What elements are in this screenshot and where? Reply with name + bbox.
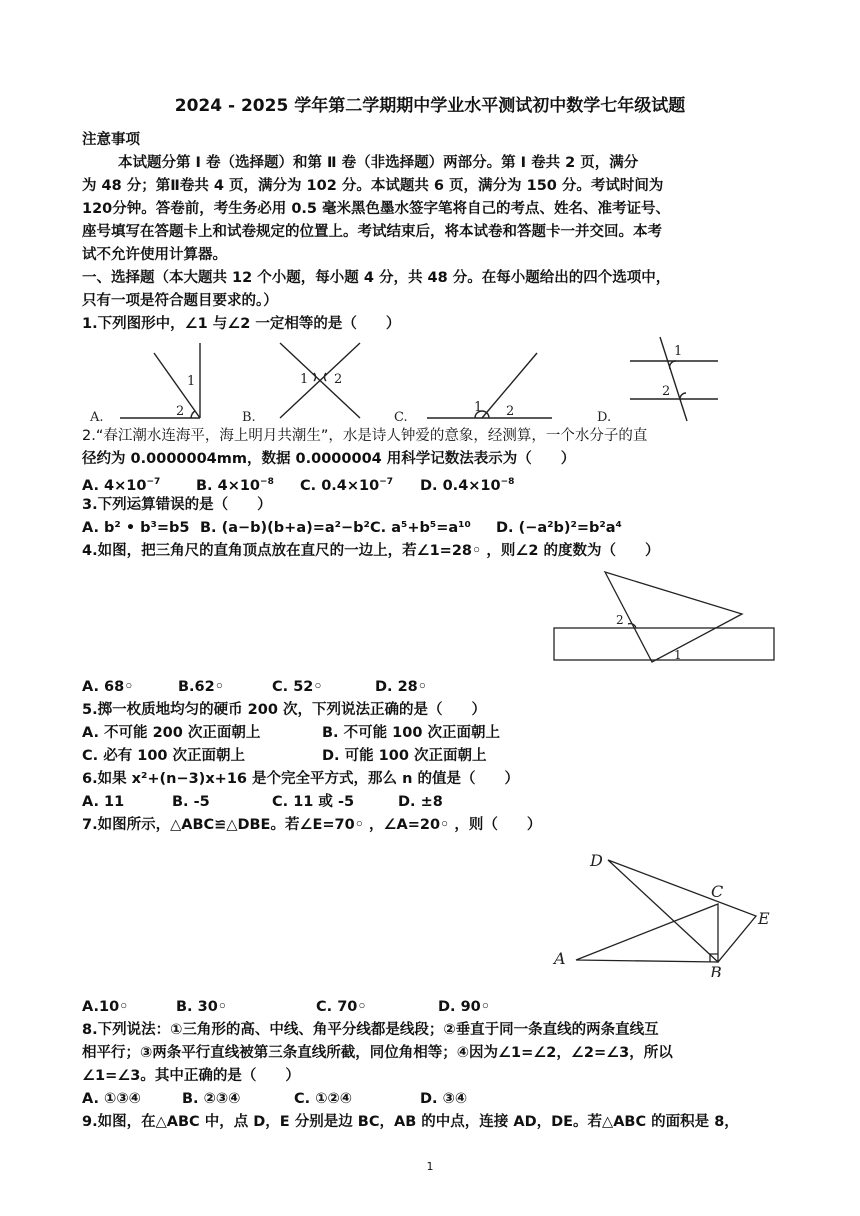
vertex-label: D [590, 851, 603, 870]
notice-line: 座号填写在答题卡上和试卷规定的位置上。考试结束后，将本试卷和答题卡一并交回。本考 [82, 224, 662, 240]
q4-option: A. 68◦ [82, 679, 134, 695]
q4-option: C. 52◦ [272, 679, 323, 695]
angle-mark: 1 [474, 400, 483, 415]
question-7-stem: 7.如图所示，△ABC≌△DBE。若∠E=70◦ ，∠A=20◦ ，则（ ） [82, 817, 542, 833]
notice-line: 本试题分第 Ⅰ 卷（选择题）和第 Ⅱ 卷（非选择题）两部分。第 Ⅰ 卷共 2 页，满分 [118, 155, 639, 171]
q6-option: B. -5 [172, 794, 210, 810]
q2-option-text: A. 4×10 [82, 477, 147, 494]
q2-exponent: −8 [500, 477, 515, 487]
q2-option-b [196, 472, 274, 496]
q2-option-text: C. 0.4×10 [300, 477, 380, 494]
question-2-line: 2.“春江潮水连海平，海上明月共潮生”，水是诗人钟爱的意象，经测算，一个水分子的直 [82, 428, 648, 444]
notice-line: 为 48 分；第Ⅱ卷共 4 页，满分为 102 分。本试题共 6 页，满分为 150 分。考试时间为 [82, 178, 664, 194]
vertex-label: A [554, 949, 566, 968]
q8-option: B. ②③④ [182, 1091, 241, 1107]
q5-option: A. 不可能 200 次正面朝上 [82, 725, 261, 741]
q5-option: B. 不可能 100 次正面朝上 [322, 725, 500, 741]
angle-mark: 1 [187, 374, 196, 389]
angle-mark: 2 [506, 404, 515, 419]
q2-option-text: B. 4×10 [196, 477, 261, 494]
q2-exponent: −7 [379, 477, 394, 487]
question-5-stem: 5.掷一枚质地均匀的硬币 200 次，下列说法正确的是（ ） [82, 702, 486, 718]
question-7-figure [548, 842, 788, 977]
angle-mark: 2 [616, 613, 624, 627]
question-2-line: 径约为 0.0000004mm，数据 0.0000004 用科学记数法表示为（ ） [82, 451, 576, 467]
q7-option: B. 30◦ [176, 999, 228, 1015]
q1-option-label: A. [90, 410, 104, 423]
question-4-stem: 4.如图，把三角尺的直角顶点放在直尺的一边上，若∠1=28◦ ，则∠2 的度数为（ ） [82, 543, 660, 559]
q7-option: D. 90◦ [438, 999, 491, 1015]
section-heading: 只有一项是符合题目要求的。） [82, 293, 278, 309]
question-4-figure [550, 566, 780, 666]
question-3-stem: 3.下列运算错误的是（ ） [82, 497, 272, 513]
question-8-line: ∠1=∠3。其中正确的是（ ） [82, 1068, 300, 1084]
angle-mark: 2 [334, 372, 343, 387]
q6-option: D. ±8 [398, 794, 443, 810]
q1-option-label: D. [597, 410, 612, 423]
vertex-label: C [711, 882, 724, 901]
q1-option-label: B. [242, 410, 256, 423]
q8-option: A. ①③④ [82, 1091, 141, 1107]
q4-option: D. 28◦ [375, 679, 428, 695]
q7-option: A.10◦ [82, 999, 129, 1015]
q2-option-c [300, 472, 393, 496]
q6-option: A. 11 [82, 794, 125, 810]
section-heading: 一、选择题（本大题共 12 个小题，每小题 4 分，共 48 分。在每小题给出的四个选项中， [82, 270, 671, 286]
question-8-line: 相平行；③两条平行直线被第三条直线所截，同位角相等；④因为∠1=∠2，∠2=∠3，所以 [82, 1045, 673, 1061]
q2-option-text: D. 0.4×10 [420, 477, 501, 494]
question-6-stem: 6.如果 x²+(n−3)x+16 是个完全平方式，那么 n 的值是（ ） [82, 771, 519, 787]
q5-option: C. 必有 100 次正面朝上 [82, 748, 246, 764]
page-title: 2024 - 2025 学年第二学期期中学业水平测试初中数学七年级试题 [174, 96, 686, 116]
angle-mark: 2 [662, 384, 671, 399]
page-number: 1 [426, 1160, 434, 1173]
q5-option: D. 可能 100 次正面朝上 [322, 748, 487, 764]
notice-line: 试不允许使用计算器。 [82, 247, 227, 263]
question-1-figures [82, 335, 762, 423]
q2-option-a [82, 472, 160, 496]
q4-option: B.62◦ [178, 679, 225, 695]
question-1-stem: 1.下列图形中，∠1 与∠2 一定相等的是（ ） [82, 316, 401, 332]
q2-exponent: −8 [260, 477, 274, 487]
q1-option-label: C. [394, 410, 408, 423]
angle-mark: 1 [300, 372, 309, 387]
notice-line: 120分钟。答卷前，考生务必用 0.5 毫米黑色墨水签字笔将自己的考点、姓名、准考证号、 [82, 201, 671, 217]
q6-option: C. 11 或 -5 [272, 794, 355, 810]
angle-mark: 2 [176, 404, 185, 419]
notice-heading: 注意事项 [82, 132, 140, 148]
angle-mark: 1 [674, 344, 683, 359]
q2-option-d [420, 472, 514, 496]
q8-option: D. ③④ [420, 1091, 468, 1107]
q3-option: A. b² • b³=b5 [82, 520, 190, 536]
question-8-line: 8.下列说法：①三角形的高、中线、角平分线都是线段；②垂直于同一条直线的两条直线互 [82, 1022, 659, 1038]
q3-option: D. (−a²b)²=b²a⁴ [496, 520, 622, 536]
q3-option: B. (a−b)(b+a)=a²−b² [200, 520, 370, 536]
angle-mark: 1 [674, 648, 682, 662]
q2-exponent: −7 [146, 477, 161, 487]
q7-option: C. 70◦ [316, 999, 367, 1015]
q8-option: C. ①②④ [294, 1091, 353, 1107]
q3-option: C. a⁵+b⁵=a¹⁰ [370, 520, 471, 536]
question-9-line: 9.如图，在△ABC 中，点 D，E 分别是边 BC，AB 的中点，连接 AD，DE。若△ABC 的面积是 8， [82, 1114, 739, 1130]
vertex-label: E [758, 909, 770, 928]
vertex-label: B [710, 963, 722, 977]
